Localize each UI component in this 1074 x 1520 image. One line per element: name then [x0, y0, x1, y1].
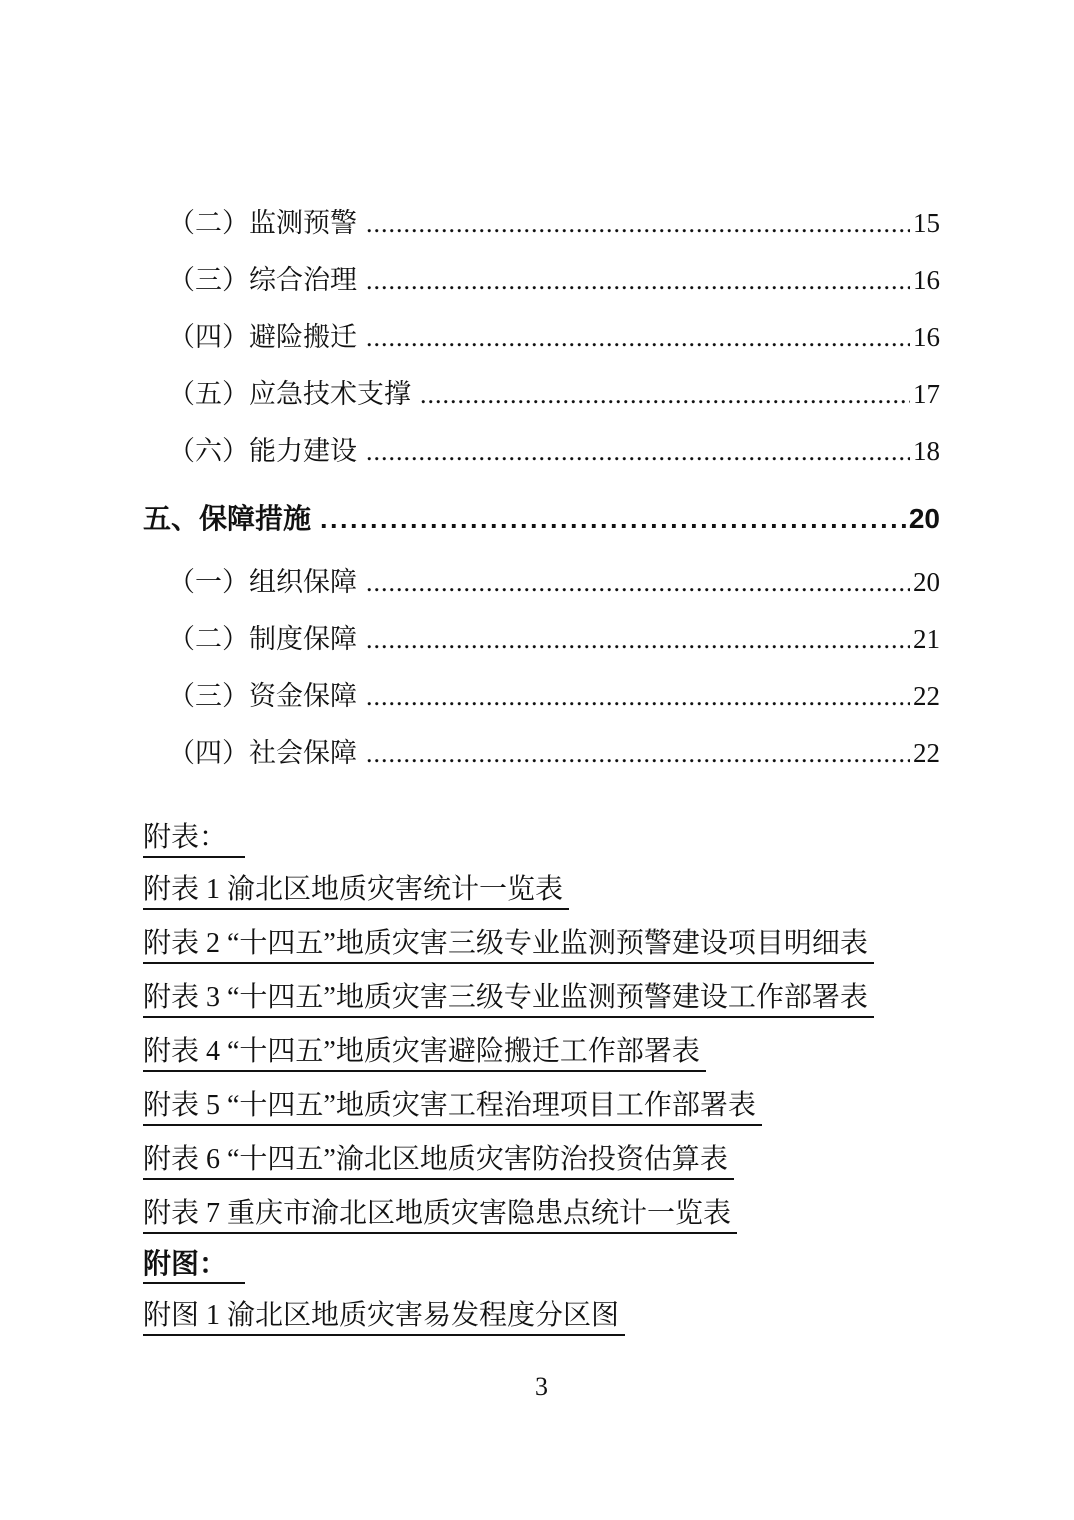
table-of-contents [143, 190, 940, 777]
toc-entry-label: （二）制度保障 [168, 623, 357, 654]
appendix-tables-heading-text: 附表： [143, 823, 245, 858]
appendix-figures-heading-text: 附图： [143, 1249, 245, 1284]
toc-entry [143, 190, 940, 247]
toc-entry [143, 304, 940, 361]
toc-entry-page-number: 17 [913, 378, 940, 409]
dot-leader [366, 739, 910, 767]
toc-entry-label: （六）能力建设 [168, 435, 357, 466]
appendix-table-item [143, 1080, 940, 1134]
dot-leader [366, 437, 910, 465]
page-number: 3 [535, 1372, 548, 1401]
toc-entry [143, 720, 940, 777]
toc-entry [143, 361, 940, 418]
toc-entry [143, 549, 940, 606]
toc-entry-page-number: 16 [913, 321, 940, 352]
toc-entry-page-number: 21 [913, 623, 940, 654]
dot-leader [366, 625, 910, 653]
toc-entry-label: （三）综合治理 [168, 264, 357, 295]
toc-entry-page-number: 15 [913, 207, 940, 238]
toc-entry-label: （四）避险搬迁 [168, 321, 357, 352]
dot-leader [366, 323, 910, 351]
toc-entry-page-number: 20 [913, 566, 940, 597]
toc-entry-label: （三）资金保障 [168, 680, 357, 711]
toc-entry-page-number: 20 [908, 502, 940, 534]
appendix-table-item-text: 附表 5 “十四五”地质灾害工程治理项目工作部署表 [143, 1091, 762, 1126]
appendix-figures-heading [143, 1242, 940, 1290]
dot-leader [420, 380, 910, 408]
dot-leader [366, 209, 910, 237]
toc-entry-label: （二）监测预警 [168, 207, 357, 238]
appendix-list [143, 816, 940, 1344]
dot-leader [366, 266, 910, 294]
toc-entry [143, 247, 940, 304]
toc-entry [143, 606, 940, 663]
page-footer [143, 1372, 940, 1402]
appendix-table-item [143, 1134, 940, 1188]
toc-entry-page-number: 22 [913, 737, 940, 768]
appendix-table-item-text: 附表 7 重庆市渝北区地质灾害隐患点统计一览表 [143, 1199, 737, 1234]
appendix-table-item [143, 1188, 940, 1242]
toc-entry [143, 418, 940, 475]
appendix-table-item-text: 附表 6 “十四五”渝北区地质灾害防治投资估算表 [143, 1145, 734, 1180]
appendix-table-item-text: 附表 1 渝北区地质灾害统计一览表 [143, 875, 569, 910]
appendix-table-item-text: 附表 2 “十四五”地质灾害三级专业监测预警建设项目明细表 [143, 929, 874, 964]
dot-leader [320, 504, 906, 533]
dot-leader [366, 682, 910, 710]
appendix-table-item [143, 972, 940, 1026]
appendix-table-item [143, 918, 940, 972]
toc-entry-label: 五、保障措施 [143, 502, 312, 534]
appendix-table-item-text: 附表 3 “十四五”地质灾害三级专业监测预警建设工作部署表 [143, 983, 874, 1018]
appendix-table-item [143, 864, 940, 918]
toc-entry-label: （五）应急技术支撑 [168, 378, 411, 409]
appendix-tables-heading [143, 816, 940, 864]
appendix-table-item [143, 1026, 940, 1080]
toc-entry-label: （一）组织保障 [168, 566, 357, 597]
appendix-figure-item-text: 附图 1 渝北区地质灾害易发程度分区图 [143, 1301, 625, 1336]
appendix-figure-item [143, 1290, 940, 1344]
dot-leader [366, 568, 910, 596]
toc-entry [143, 663, 940, 720]
toc-entry-page-number: 18 [913, 435, 940, 466]
toc-entry-label: （四）社会保障 [168, 737, 357, 768]
toc-chapter-entry [143, 475, 940, 549]
toc-entry-page-number: 22 [913, 680, 940, 711]
appendix-table-item-text: 附表 4 “十四五”地质灾害避险搬迁工作部署表 [143, 1037, 706, 1072]
toc-entry-page-number: 16 [913, 264, 940, 295]
